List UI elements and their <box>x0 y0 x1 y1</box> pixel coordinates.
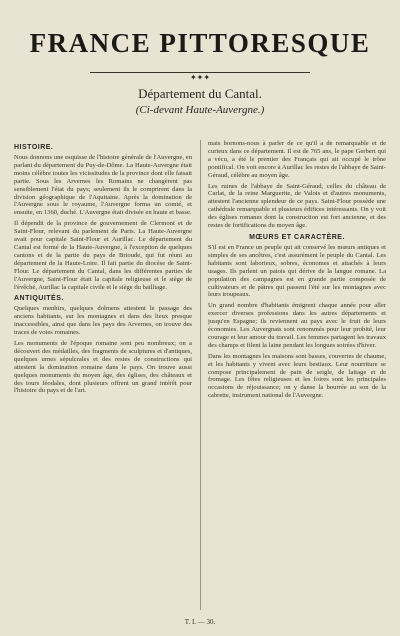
department-subtitle: (Ci-devant Haute-Auvergne.) <box>135 104 265 116</box>
moeurs-paragraph: Un grand nombre d'habitants émigrent chaque année pour aller exercer diverses professions dans les autres départements et jusqu'en Espagne; ils reviennent au pays avec le fruit de leurs économies. Les Auvergnats sont renommés pour leur probité, leur courage et leur amour du travail. Les femmes partagent les travaux des champs et filent la laine pendant les longues soirées d'hiver. <box>208 302 386 349</box>
column-divider <box>200 140 201 610</box>
masthead-title: FRANCE PITTORESQUE <box>29 28 371 58</box>
intro-paragraph: mais bornons-nous à parler de ce qu'il a de remarquable et de curieux dans ce département. Il est de 765 ans, le pape Gerbert qui a vécu, a été le premier des Français qui ait occupé le trône pontifical. On voit encore à Aurillac les restes de l'abbaye de Saint-Géraud, célèbre au moyen âge. <box>208 140 386 179</box>
left-column <box>14 140 192 610</box>
ornament-divider <box>90 68 310 82</box>
antiquites-paragraph: Les monuments de l'époque romaine sont peu nombreux; on a découvert des médailles, des fragments de sculptures et d'antiques, quelques urnes sépulcrales et des restes de constructions qui attestent la domination romaine dans le pays. On trouve aussi quelques monuments du moyen âge, des églises, des châteaux et des tours féodales, dont plusieurs offrent un grand intérêt pour l'histoire du pays et de l'art. <box>14 340 192 395</box>
ornament-icon: ✦✦✦ <box>184 73 216 82</box>
department-title: Département du Cantal. <box>138 86 262 101</box>
antiquites-paragraph: Quelques menhirs, quelques dolmens attestent le passage des anciens habitants, sur les montagnes et dans des lieux presque inaccessibles, ainsi que dans les pays des Arvernes, on trouve des traces de voies romaines. <box>14 305 192 337</box>
article-columns <box>14 140 386 610</box>
histoire-paragraph: Nous donnons une esquisse de l'histoire générale de l'Auvergne, en parlant du département du Puy-de-Dôme. La Haute-Auvergne était moins célèbre toutes les vicissitudes de la province dont elle faisait partie. Sous les Arvernes les Romains ne changèrent pas sensiblement l'état du pays; seulement ils le comprirent dans la division géographique de l'Aquitaine. Après la domination de l'Auvergne sous le royaume, l'Auvergne forma un comté, et ensuite, en 1360, duché. L'Auvergne était divisée en haute et basse. <box>14 154 192 217</box>
section-heading-histoire: HISTOIRE. <box>14 144 54 151</box>
moeurs-paragraph: Dans les montagnes les maisons sont basses, couvertes de chaume, et les habitants y vivent avec leurs bestiaux. Leur nourriture se compose principalement de pain de seigle, de laitage et de fromage. Les fêtes religieuses et les foires sont les principales occasions de réjouissance; on y danse la bourrée au son de la cabrette, instrument national de l'Auvergne. <box>208 352 386 400</box>
right-column <box>208 140 386 610</box>
section-heading-moeurs: MŒURS ET CARACTÈRE. <box>249 233 345 241</box>
histoire-paragraph: Il dépendit de la province de gouvernement de Clermont et de Saint-Flour, relevant du parlement de Paris. La Haute-Auvergne avait pour capitale Saint-Flour et Aurillac. Le département du Cantal est formé de la Haute-Auvergne, à l'exception de quelques cantons et de la partie du pays de Brioude, qui fut réuni au département de la Haute-Loire. Il fait partie du diocèse de Saint-Flour. Le département du Cantal, dans les différentes parties de l'Auvergne, Saint-Flour était la capitale religieuse et le siège de l'évêché, Aurillac la capitale civile et le siège du bailliage. <box>14 220 192 291</box>
page-footer: T. I. — 30. <box>184 618 216 626</box>
intro-paragraph: Les ruines de l'abbaye de Saint-Géraud, celles du château de Carlat, de la reine Marguerite, de Valois et d'autres monuments, attestent l'ancienne splendeur de ce pays. Saint-Flour possède une cathédrale remarquable et plusieurs édifices intéressants. On y voit des églises romanes dont la construction est fort ancienne, et des restes de fortifications du moyen âge. <box>208 182 386 230</box>
section-heading-antiquites: ANTIQUITÉS. <box>14 295 64 303</box>
moeurs-paragraph: S'il est en France un peuple qui ait conservé les mœurs antiques et simples de ses ancêtres, c'est assurément le peuple du Cantal. Les habitants sont laborieux, sobres, économes et attachés à leurs usages. Ils parlent un patois qui dérive de la langue romane. La population des campagnes est en grande partie composée de cultivateurs et de pâtres qui passent l'été sur les montagnes avec leurs troupeaux. <box>208 243 386 299</box>
